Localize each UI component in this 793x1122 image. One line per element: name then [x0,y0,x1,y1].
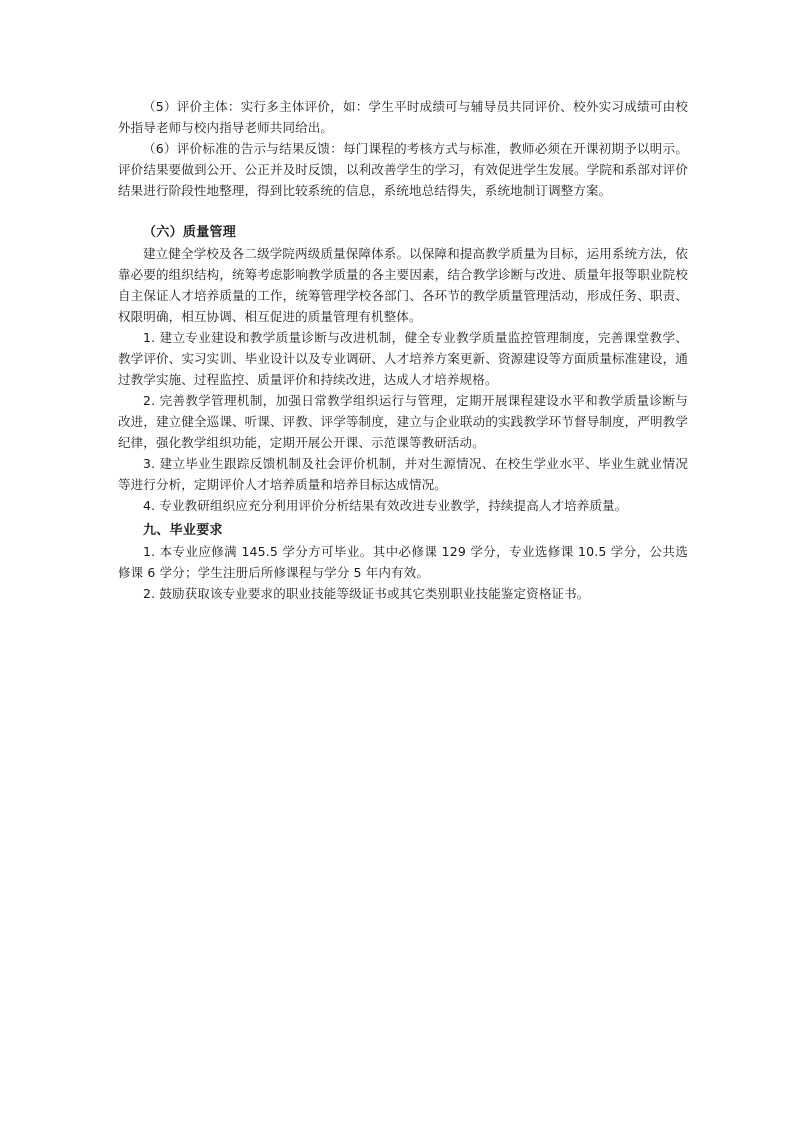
section-heading-graduation-requirements: 九、毕业要求 [143,523,223,538]
paragraph-evaluation-feedback: （6）评价标准的告示与结果反馈：每门课程的考核方式与标准，教师必须在开课初期予以明示。评价结果要做到公开、公正并及时反馈，以利改善学生的学习，有效促进学生发展。学院和系部对评价结果进行阶段性地整理，得到比较系统的信息，系统地总结得失，系统地制订调整方案。 [118,141,688,198]
section-heading-quality-management: （六）质量管理 [143,225,237,240]
paragraph-quality-item-4: 4. 专业教研组织应充分利用评价分析结果有效改进专业教学，持续提高人才培养质量。 [143,498,628,513]
paragraph-quality-item-3: 3. 建立毕业生跟踪反馈机制及社会评价机制，并对生源情况、在校生学业水平、毕业生就业情况等进行分析，定期评价人才培养质量和培养目标达成情况。 [118,456,688,492]
paragraph-quality-item-1: 1. 建立专业建设和教学质量诊断与改进机制，健全专业教学质量监控管理制度，完善课堂教学、教学评价、实习实训、毕业设计以及专业调研、人才培养方案更新、资源建设等方面质量标准建设，通过教学实施、过程监控、质量评价和持续改进，达成人才培养规格。 [118,330,688,387]
paragraph-graduation-item-2: 2. 鼓励获取该专业要求的职业技能等级证书或其它类别职业技能鉴定资格证书。 [143,586,590,601]
paragraph-graduation-item-1: 1. 本专业应修满 145.5 学分方可毕业。其中必修课 129 学分，专业选修课 10.5 学分，公共选修课 6 学分；学生注册后所修课程与学分 5 年内有效。 [118,544,688,580]
document-body [118,96,688,604]
paragraph-quality-item-2: 2. 完善教学管理机制，加强日常教学组织运行与管理，定期开展课程建设水平和教学质量诊断与改进，建立健全巡课、听课、评教、评学等制度，建立与企业联动的实践教学环节督导制度，严明教学纪律，强化教学组织功能，定期开展公开课、示范课等教研活动。 [118,393,688,450]
paragraph-quality-system: 建立健全学校及各二级学院两级质量保障体系。以保障和提高教学质量为目标，运用系统方法，依靠必要的组织结构，统筹考虑影响教学质量的各主要因素，结合教学诊断与改进、质量年报等职业院校自主保证人才培养质量的工作，统筹管理学校各部门、各环节的教学质量管理活动，形成任务、职责、权限明确，相互协调、相互促进的质量管理有机整体。 [118,246,688,324]
paragraph-evaluation-subject: （5）评价主体：实行多主体评价，如：学生平时成绩可与辅导员共同评价、校外实习成绩可由校外指导老师与校内指导老师共同给出。 [118,99,688,135]
